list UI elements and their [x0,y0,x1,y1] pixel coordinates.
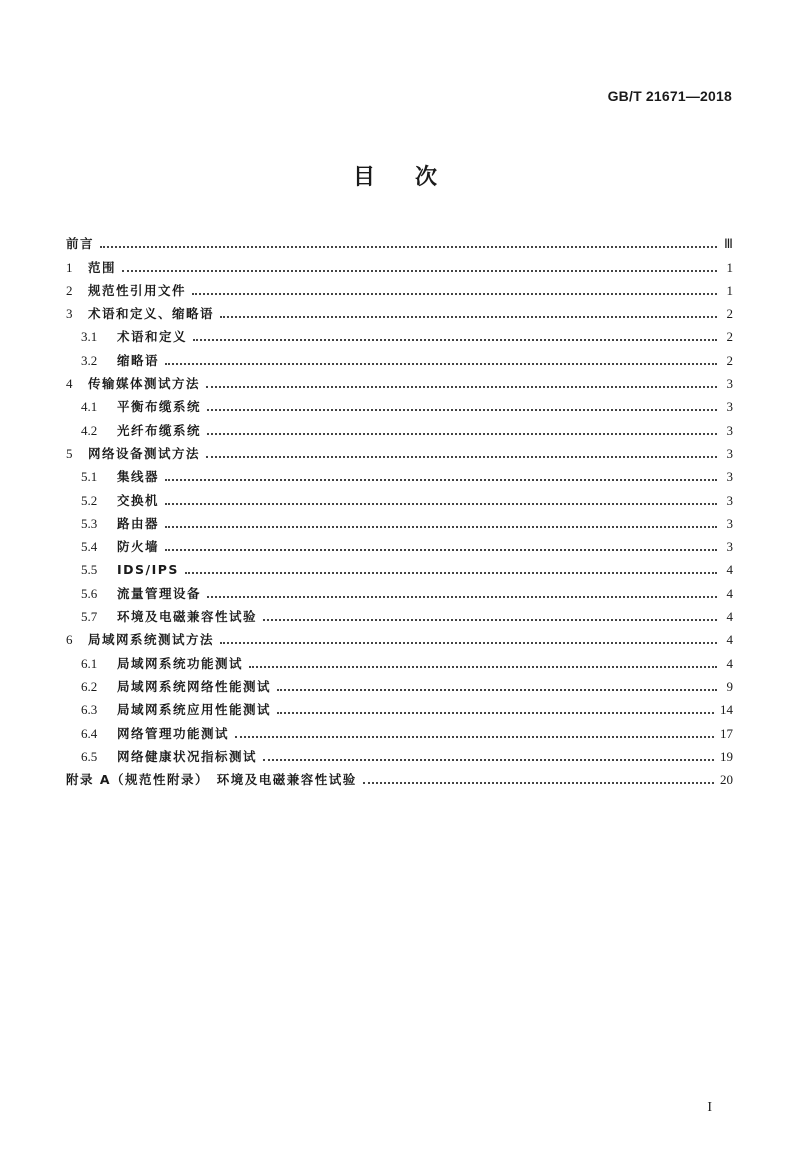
toc-entry[interactable] [66,532,733,555]
toc-entry-number: 5.4 [81,539,98,555]
toc-entry-label: 环境及电磁兼容性试验 [117,609,258,625]
toc-entry-label: 网络设备测试方法 [88,445,201,461]
toc-entry-number: 2 [66,282,73,298]
toc-leader-dots [363,782,714,784]
toc-entry-label: 规范性引用文件 [88,282,187,298]
toc-entry-number: 4.2 [81,422,98,438]
toc-entry-label: 平衡布缆系统 [117,399,202,415]
toc-entry-label: 路由器 [117,515,160,531]
toc-entry-page: 3 [726,422,733,438]
toc-entry-page: 4 [726,632,733,648]
toc-entry-number: 5.3 [81,515,98,531]
toc-entry-page: 4 [726,609,733,625]
toc-entry[interactable] [66,276,733,299]
toc-entry-number: 3 [66,306,73,322]
toc-leader-dots [235,736,714,738]
toc-leader-dots [122,270,717,272]
toc-entry-label: 网络健康状况指标测试 [117,748,258,764]
toc-entry-page: 3 [726,376,733,392]
toc-leader-dots [165,526,717,528]
toc-entry-page: 4 [726,585,733,601]
toc-entry-label: IDS/IPS [117,562,179,578]
toc-entry-page: 3 [726,492,733,508]
toc-entry-label: 光纤布缆系统 [117,422,202,438]
toc-entry-page: 2 [726,306,733,322]
toc-entry-page: 17 [720,725,733,741]
toc-leader-dots [165,549,717,551]
toc-entry-label: 传输媒体测试方法 [88,376,201,392]
toc-entry-label: 局域网系统应用性能测试 [117,702,272,718]
toc-entry[interactable] [66,462,733,485]
toc-entry[interactable] [66,602,733,625]
toc-entry-label: 集线器 [117,469,160,485]
toc-leader-dots [277,689,717,691]
toc-entry-number: 5.1 [81,469,98,485]
toc-leader-dots [207,433,717,435]
toc-entry-number: 5.5 [81,562,98,578]
toc-entry-label: 局域网系统网络性能测试 [117,678,272,694]
toc-entry-page: 2 [726,329,733,345]
toc-entry[interactable] [66,415,733,438]
toc-entry-number: 5.2 [81,492,98,508]
toc-entry-page: 3 [726,469,733,485]
toc-entry[interactable] [66,672,733,695]
toc-entry[interactable] [66,485,733,508]
toc-entry-label: 术语和定义 [117,329,188,345]
toc-entry-page: 4 [726,655,733,671]
table-of-contents [66,229,733,788]
toc-entry-number: 5.6 [81,585,98,601]
toc-entry-page: 20 [720,772,733,788]
toc-leader-dots [193,339,717,341]
toc-entry[interactable] [66,509,733,532]
toc-leader-dots [207,596,717,598]
toc-entry-page: 3 [726,515,733,531]
toc-entry-label: 缩略语 [117,352,160,368]
toc-entry-number: 5.7 [81,609,98,625]
toc-entry-label: 交换机 [117,492,160,508]
toc-entry-label: 附录 A（规范性附录） 环境及电磁兼容性试验 [66,772,357,788]
toc-entry-label: 范围 [88,259,117,275]
toc-title-char-2: 次 [415,165,438,190]
toc-entry[interactable] [66,439,733,462]
toc-entry-page: Ⅲ [724,236,733,252]
footer-page-number: I [707,1100,712,1115]
toc-entry-number: 3.1 [81,329,98,345]
toc-leader-dots [185,572,717,574]
toc-entry-number: 4.1 [81,399,98,415]
toc-entry-label: 局域网系统功能测试 [117,655,244,671]
toc-leader-dots [206,386,717,388]
toc-leader-dots [192,293,717,295]
toc-entry[interactable] [66,369,733,392]
toc-entry[interactable] [66,718,733,741]
toc-entry-label: 流量管理设备 [117,585,202,601]
toc-entry-label: 网络管理功能测试 [117,725,230,741]
toc-entry[interactable] [66,392,733,415]
toc-entry[interactable] [66,625,733,648]
toc-leader-dots [165,363,717,365]
toc-entry-page: 4 [726,562,733,578]
toc-leader-dots [100,246,717,248]
toc-entry-label: 前言 [66,236,95,252]
toc-leader-dots [165,479,717,481]
toc-entry-page: 9 [726,678,733,694]
toc-title-char-1: 目 [352,165,375,190]
toc-entry-label: 术语和定义、缩略语 [88,306,215,322]
toc-entry-number: 3.2 [81,352,98,368]
toc-entry[interactable] [66,345,733,368]
toc-entry[interactable] [66,299,733,322]
toc-entry-page: 2 [726,352,733,368]
toc-entry-number: 6.5 [81,748,98,764]
toc-entry-page: 1 [726,259,733,275]
toc-entry-number: 6.1 [81,655,98,671]
toc-leader-dots [263,619,717,621]
toc-entry[interactable] [66,695,733,718]
toc-leader-dots [220,642,717,644]
toc-entry-number: 1 [66,259,73,275]
toc-entry[interactable] [66,229,733,252]
toc-entry-page: 1 [726,282,733,298]
toc-leader-dots [249,666,717,668]
toc-entry-label: 局域网系统测试方法 [88,632,215,648]
standard-code: GB/T 21671—2018 [607,88,732,104]
toc-leader-dots [207,409,717,411]
toc-entry-number: 6.4 [81,725,98,741]
toc-entry-page: 19 [720,748,733,764]
toc-entry[interactable] [66,648,733,671]
toc-entry-page: 3 [726,445,733,461]
toc-entry-number: 5 [66,445,73,461]
toc-entry-number: 6 [66,632,73,648]
toc-leader-dots [277,712,714,714]
toc-entry[interactable] [66,765,733,788]
toc-entry-number: 6.3 [81,702,98,718]
toc-entry-number: 6.2 [81,678,98,694]
toc-entry-page: 3 [726,399,733,415]
toc-leader-dots [206,456,717,458]
toc-entry[interactable] [66,742,733,765]
toc-entry-page: 14 [720,702,733,718]
toc-entry[interactable] [66,555,733,578]
toc-entry[interactable] [66,252,733,275]
toc-leader-dots [165,503,717,505]
toc-leader-dots [263,759,714,761]
toc-leader-dots [220,316,717,318]
toc-entry[interactable] [66,578,733,601]
toc-entry-number: 4 [66,376,73,392]
toc-entry[interactable] [66,322,733,345]
toc-entry-label: 防火墙 [117,539,160,555]
toc-title [0,160,790,191]
toc-entry-page: 3 [726,539,733,555]
